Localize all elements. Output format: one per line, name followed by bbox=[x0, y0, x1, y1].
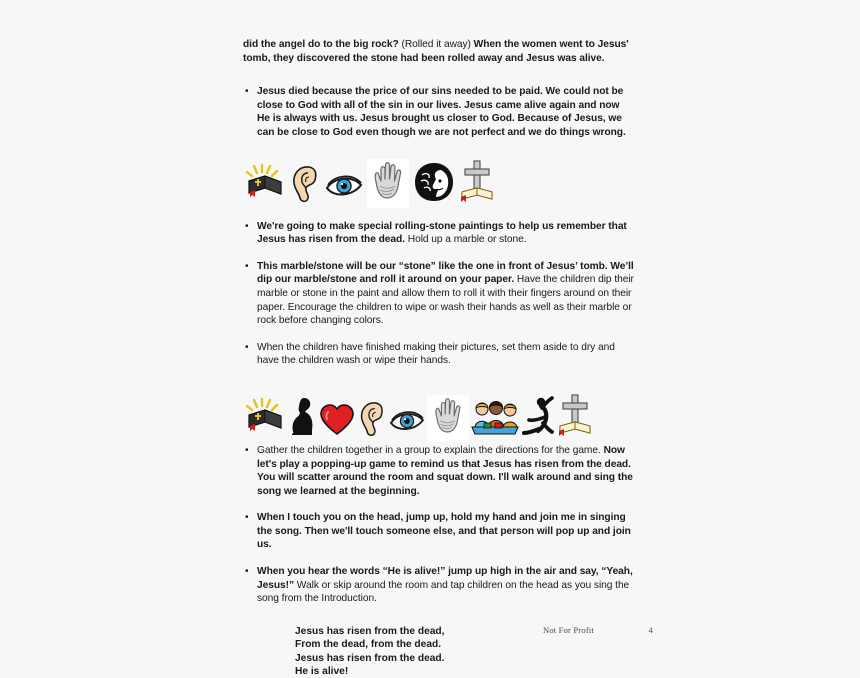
bullet-rolling-stone-normal: Hold up a marble or stone. bbox=[404, 234, 527, 246]
cross-bible-icon bbox=[459, 159, 495, 208]
bullet-marker: • bbox=[245, 444, 249, 456]
cross-bible-icon bbox=[557, 393, 593, 442]
bullet-gather-bold: Now let's play a popping-up game to remind us that Jesus has risen from the dead. You will scatter around the room and squat down. I'll walk around and sing the song we learned at the beginning. bbox=[257, 444, 633, 497]
continuation-bold-lead: did the angel do to the big rock? bbox=[243, 39, 399, 50]
bullet-rolling-stone-paintings bbox=[243, 220, 635, 247]
bullet-touch-on-head bbox=[243, 511, 635, 552]
icon-row-2 bbox=[245, 396, 635, 442]
hand-icon bbox=[427, 395, 469, 442]
ear-icon bbox=[289, 163, 321, 208]
ear-icon bbox=[357, 399, 387, 442]
page-number: 4 bbox=[648, 625, 653, 635]
bullet-marker: • bbox=[245, 512, 249, 524]
lyric-line: He is alive! bbox=[295, 666, 349, 678]
bullet-touch-head-text: When I touch you on the head, jump up, hold my hand and join me in singing the song. Then we'll touch someone else, and that person will pop up and join us. bbox=[257, 512, 631, 551]
page-content bbox=[243, 38, 635, 678]
bullet-marker: • bbox=[245, 566, 249, 578]
bullet-marker: • bbox=[245, 341, 249, 353]
lyric-line: Jesus has risen from the dead, bbox=[295, 625, 445, 637]
stretching-figure-icon bbox=[521, 395, 555, 442]
bullet-gather-normal: Gather the children together in a group to explain the directions for the game. bbox=[257, 444, 604, 456]
bullet-finished-pictures bbox=[243, 341, 635, 368]
bullet-marble-bold: This marble/stone will be our “stone” like the one in front of Jesus’ tomb. We’ll dip our marble/stone and roll it around on your paper. bbox=[257, 260, 634, 286]
bullet-finished-pictures-text: When the children have finished making their pictures, set them aside to dry and have the children wash or wipe their hands. bbox=[257, 341, 615, 367]
bullet-he-is-alive-bold: When you hear the words “He is alive!” jump up high in the air and say, “Yeah, Jesus!” bbox=[257, 566, 633, 591]
praying-child-icon bbox=[287, 395, 317, 442]
children-table-icon bbox=[471, 397, 519, 442]
continuation-normal-mid: (Rolled it away) bbox=[398, 39, 474, 50]
bible-rays-icon bbox=[245, 163, 285, 208]
bullet-he-is-alive-normal: Walk or skip around the room and tap children on the head as you sing the song from the Introduction. bbox=[257, 579, 630, 605]
footer-note: Not For Profit bbox=[543, 625, 594, 635]
bullet-marble-normal: Have the children dip their marble or stone in the paint and allow them to roll it with their fingers around on their paper. Encourage the children to wipe or wash their hands as well as their marble or rock before changing colors. bbox=[257, 274, 634, 327]
bullet-marker: • bbox=[245, 220, 249, 232]
bullet-marble-stone-tomb bbox=[243, 260, 635, 328]
bullet-he-is-alive bbox=[243, 565, 635, 606]
hand-icon bbox=[367, 159, 409, 208]
bullet-jesus-died bbox=[243, 85, 635, 139]
eye-icon bbox=[325, 171, 363, 208]
lyric-line: Jesus has risen from the dead. bbox=[295, 652, 445, 664]
icon-row-1 bbox=[245, 162, 635, 208]
continuation-bold-tail: When the women went to Jesus' tomb, they discovered the stone had been rolled away and Jesus was alive. bbox=[243, 39, 629, 64]
bullet-gather-children-game bbox=[243, 444, 635, 498]
page-footer bbox=[543, 625, 653, 635]
bullet-marker: • bbox=[245, 260, 249, 272]
heart-icon bbox=[319, 403, 355, 442]
lyric-line: From the dead, from the dead. bbox=[295, 639, 442, 651]
bullet-jesus-died-text: Jesus died because the price of our sins needed to be paid. We could not be close to God with all of the sin in our lives. Jesus came alive again and now He is always with us. Jesus brought us closer to God. Because of Jesus, we can be close to God even though we are not perfect and we do things wrong. bbox=[257, 86, 626, 138]
bullet-marker: • bbox=[245, 86, 249, 98]
bullet-rolling-stone-bold: We're going to make special rolling-stone paintings to help us remember that Jesus has risen from the dead. bbox=[257, 220, 627, 246]
head-thinking-icon bbox=[413, 161, 455, 208]
bible-rays-icon bbox=[245, 397, 285, 442]
paragraph-continuation bbox=[243, 38, 635, 65]
eye-icon bbox=[389, 407, 425, 442]
